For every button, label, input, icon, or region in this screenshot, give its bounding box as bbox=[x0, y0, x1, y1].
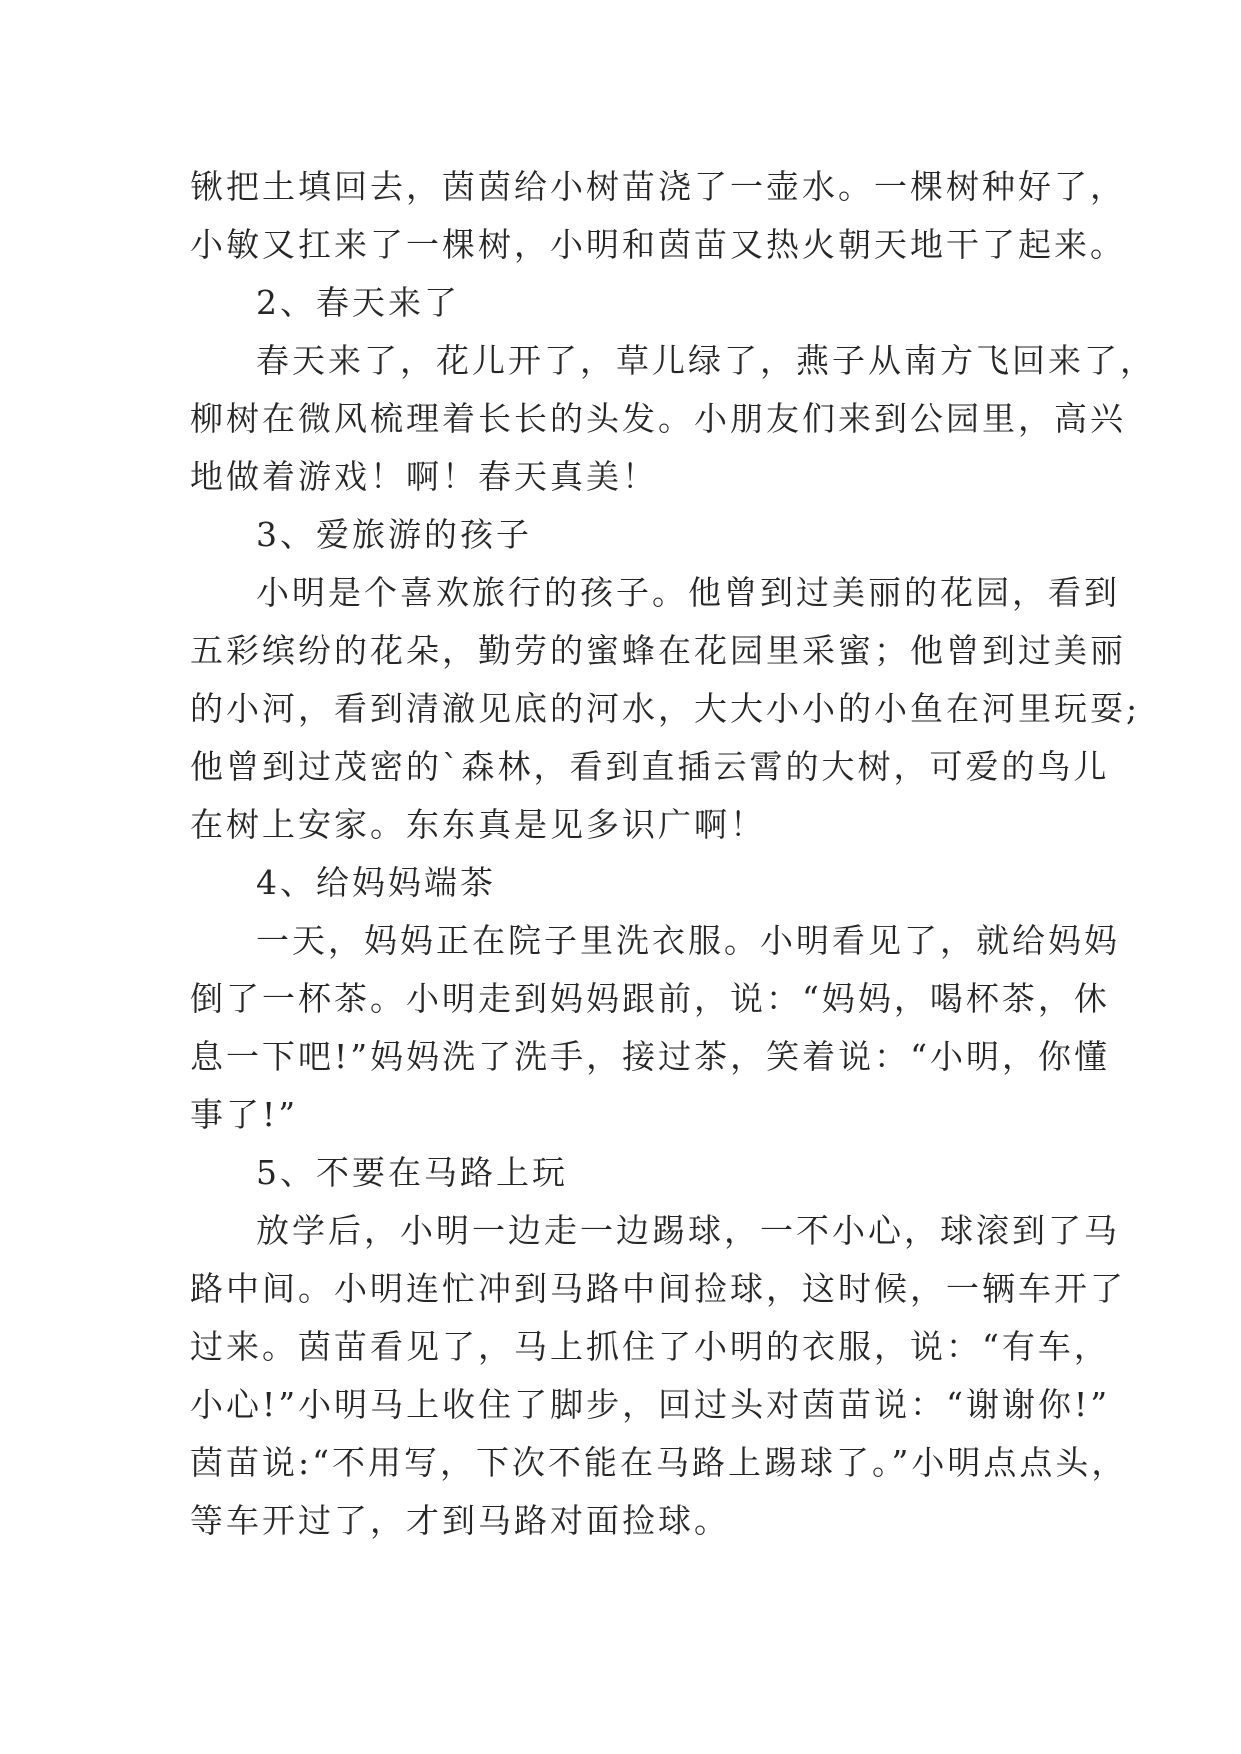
text-line: 倒了一杯茶。小明走到妈妈跟前，说：“妈妈，喝杯茶，休 bbox=[190, 979, 1110, 1018]
text-line: 茵苗说:“不用写，下次不能在马路上踢球了。”小明点点头， bbox=[190, 1443, 1128, 1482]
text-line: 他曾到过茂密的`森林，看到直插云霄的大树，可爱的鸟儿 bbox=[190, 747, 1110, 786]
text-line: 地做着游戏！啊！春天真美！ bbox=[190, 457, 658, 496]
text-line: 的小河，看到清澈见底的河水，大大小小的小鱼在河里玩耍; bbox=[190, 689, 1141, 728]
text-line: 锹把土填回去，茵茵给小树苗浇了一壶水。一棵树种好了， bbox=[190, 167, 1126, 206]
paragraph-first-line: 小明是个喜欢旅行的孩子。他曾到过美丽的花园，看到 bbox=[256, 573, 1120, 612]
text-line: 息一下吧!”妈妈洗了洗手，接过茶，笑着说：“小明，你懂 bbox=[190, 1037, 1111, 1076]
text-line: 小心!”小明马上收住了脚步，回过头对茵苗说：“谢谢你!” bbox=[190, 1385, 1111, 1424]
section-heading: 3、爱旅游的孩子 bbox=[256, 515, 532, 554]
text-line: 事了!” bbox=[190, 1095, 299, 1134]
section-heading: 5、不要在马路上玩 bbox=[256, 1153, 568, 1192]
text-line: 柳树在微风梳理着长长的头发。小朋友们来到公园里，高兴 bbox=[190, 399, 1126, 438]
paragraph-first-line: 一天，妈妈正在院子里洗衣服。小明看见了，就给妈妈 bbox=[256, 921, 1120, 960]
text-line: 小敏又扛来了一棵树，小明和茵苗又热火朝天地干了起来。 bbox=[190, 225, 1126, 264]
text-line: 过来。茵苗看见了，马上抓住了小明的衣服，说：“有车， bbox=[190, 1327, 1110, 1366]
paragraph-first-line: 放学后，小明一边走一边踢球，一不小心，球滚到了马 bbox=[256, 1211, 1120, 1250]
text-line: 五彩缤纷的花朵，勤劳的蜜蜂在花园里采蜜；他曾到过美丽 bbox=[190, 631, 1126, 670]
section-heading: 2、春天来了 bbox=[256, 283, 460, 322]
text-line: 在树上安家。东东真是见多识广啊！ bbox=[190, 805, 766, 844]
document-body bbox=[190, 158, 1156, 1550]
text-line: 等车开过了，才到马路对面捡球。 bbox=[190, 1501, 730, 1540]
section-heading: 4、给妈妈端茶 bbox=[256, 863, 496, 902]
text-line: 路中间。小明连忙冲到马路中间捡球，这时候，一辆车开了 bbox=[190, 1269, 1126, 1308]
paragraph-first-line: 春天来了，花儿开了，草儿绿了，燕子从南方飞回来了， bbox=[256, 341, 1156, 380]
